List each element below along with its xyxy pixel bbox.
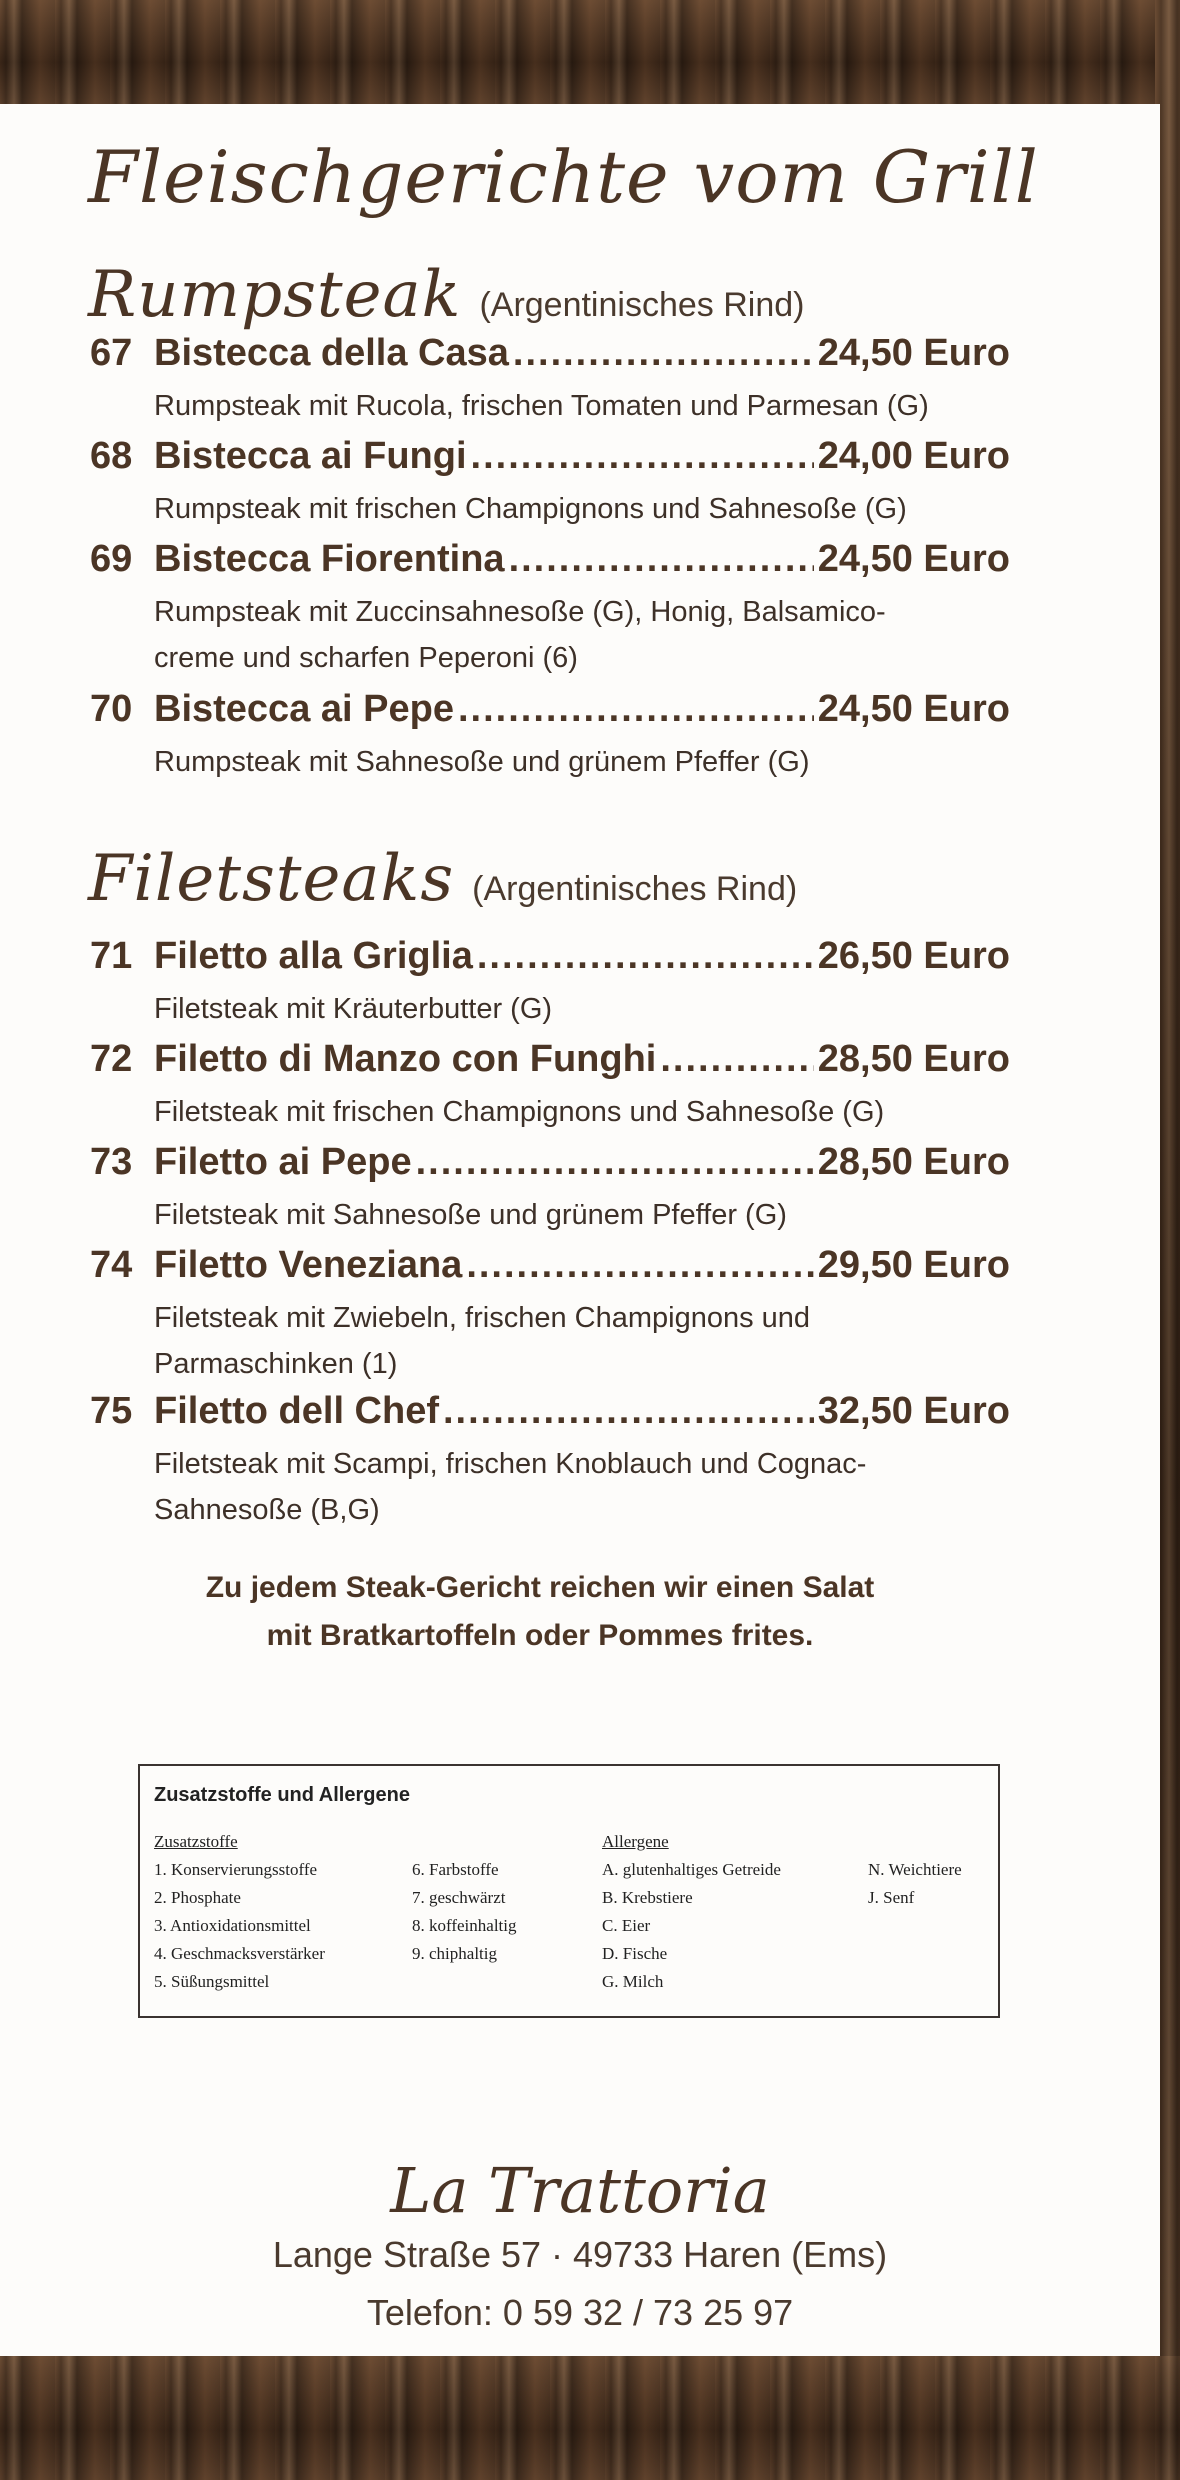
menu-item xyxy=(90,1244,1010,1387)
additive-item: 1. Konservierungsstoffe xyxy=(154,1860,318,1879)
item-description: Filetsteak mit Kräuterbutter (G) xyxy=(154,993,553,1025)
menu-item xyxy=(90,688,1010,785)
section-subtitle: (Argentinisches Rind) xyxy=(472,870,798,908)
item-number: 72 xyxy=(90,1038,133,1080)
allergen-item: A. glutenhaltiges Getreide xyxy=(602,1860,781,1879)
additive-item: 9. chiphaltig xyxy=(412,1944,497,1963)
item-number: 74 xyxy=(90,1244,133,1286)
allergen-item: J. Senf xyxy=(868,1888,915,1907)
item-description: Rumpsteak mit Sahnesoße und grünem Pfeffer (G) xyxy=(154,746,810,778)
additive-item: 3. Antioxidationsmittel xyxy=(154,1916,311,1935)
menu-item xyxy=(90,332,1010,429)
item-number: 68 xyxy=(90,435,133,477)
leader-dots xyxy=(513,332,814,375)
item-name: Bistecca ai Fungi xyxy=(154,435,467,477)
item-price: 28,50 Euro xyxy=(817,1038,1010,1080)
item-name: Filetto Veneziana xyxy=(154,1244,463,1286)
section-subtitle: (Argentinisches Rind) xyxy=(479,286,805,324)
item-name: Filetto dell Chef xyxy=(154,1390,439,1432)
wood-border-top xyxy=(0,0,1180,104)
item-price: 29,50 Euro xyxy=(817,1244,1010,1286)
side-dish-note xyxy=(140,1564,940,1660)
menu-item xyxy=(90,538,1010,681)
section-title-rumpsteak xyxy=(88,258,804,332)
allergen-item: B. Krebstiere xyxy=(602,1888,693,1907)
restaurant-address: Lange Straße 57 · 49733 Haren (Ems) xyxy=(272,2234,888,2275)
item-price: 24,50 Euro xyxy=(817,688,1010,730)
allergen-box xyxy=(138,1764,1000,2018)
additive-item: 4. Geschmacksverstärker xyxy=(154,1944,325,1963)
item-price: 32,50 Euro xyxy=(817,1390,1010,1432)
allergen-item: D. Fische xyxy=(602,1944,668,1963)
item-description: Rumpsteak mit Rucola, frischen Tomaten und Parmesan (G) xyxy=(154,390,929,422)
leader-dots xyxy=(416,1141,814,1184)
item-price: 24,00 Euro xyxy=(817,435,1010,477)
additive-item: 5. Süßungsmittel xyxy=(154,1972,270,1991)
additives-column-2 xyxy=(412,1856,517,1968)
section-name: Rumpsteak xyxy=(88,258,462,332)
leader-dots xyxy=(443,1390,814,1433)
item-price: 24,50 Euro xyxy=(817,332,1010,374)
allergen-item: G. Milch xyxy=(602,1972,664,1991)
item-number: 71 xyxy=(90,935,133,977)
leader-dots xyxy=(471,435,814,478)
menu-item xyxy=(90,1038,1010,1135)
page-title: Fleischgerichte vom Grill xyxy=(88,135,1039,219)
additive-item: 7. geschwärzt xyxy=(412,1888,506,1907)
allergen-box-title: Zusatzstoffe und Allergene xyxy=(154,1784,410,1806)
allergens-heading: Allergene xyxy=(602,1832,669,1851)
item-name: Filetto di Manzo con Funghi xyxy=(154,1038,657,1080)
menu-item xyxy=(90,435,1010,532)
item-description: Rumpsteak mit Zuccinsahnesoße (G), Honig, Balsamico-creme und scharfen Peperoni (6) xyxy=(154,596,886,674)
item-price: 24,50 Euro xyxy=(817,538,1010,580)
menu-item xyxy=(90,1141,1010,1238)
section-title-filetsteaks xyxy=(88,842,797,916)
leader-dots xyxy=(477,935,814,978)
note-line: mit Bratkartoffeln oder Pommes frites. xyxy=(266,1619,814,1652)
item-description: Rumpsteak mit frischen Champignons und Sahnesoße (G) xyxy=(154,493,907,525)
note-line: Zu jedem Steak-Gericht reichen wir einen Salat xyxy=(205,1571,875,1604)
additive-item: 8. koffeinhaltig xyxy=(412,1916,517,1935)
item-name: Bistecca Fiorentina xyxy=(154,538,505,580)
leader-dots xyxy=(466,1244,813,1287)
allergen-item: N. Weichtiere xyxy=(868,1860,962,1879)
item-name: Filetto ai Pepe xyxy=(154,1141,412,1183)
restaurant-phone: Telefon: 0 59 32 / 73 25 97 xyxy=(366,2292,794,2333)
item-number: 69 xyxy=(90,538,133,580)
leader-dots xyxy=(458,688,814,731)
item-description: Filetsteak mit frischen Champignons und Sahnesoße (G) xyxy=(154,1096,885,1128)
wood-border-bottom xyxy=(0,2356,1180,2480)
restaurant-logo: La Trattoria xyxy=(390,2154,770,2227)
item-description: Filetsteak mit Scampi, frischen Knoblauch und Cognac-Sahnesoße (B,G) xyxy=(154,1448,867,1526)
allergens-column-2 xyxy=(868,1856,962,1912)
additive-item: 2. Phosphate xyxy=(154,1888,241,1907)
item-number: 70 xyxy=(90,688,133,730)
leader-dots xyxy=(660,1038,813,1081)
item-number: 75 xyxy=(90,1390,133,1432)
item-description: Filetsteak mit Zwiebeln, frischen Champignons und Parmaschinken (1) xyxy=(154,1302,811,1380)
additives-heading: Zusatzstoffe xyxy=(154,1832,238,1851)
menu-item xyxy=(90,1390,1010,1533)
item-price: 26,50 Euro xyxy=(817,935,1010,977)
additive-item: 6. Farbstoffe xyxy=(412,1860,499,1879)
item-price: 28,50 Euro xyxy=(817,1141,1010,1183)
leader-dots xyxy=(509,538,814,581)
additives-column-1 xyxy=(154,1828,325,1996)
allergen-item: C. Eier xyxy=(602,1916,651,1935)
item-name: Bistecca della Casa xyxy=(154,332,509,374)
menu-item xyxy=(90,935,1010,1032)
item-name: Bistecca ai Pepe xyxy=(154,688,454,730)
item-name: Filetto alla Griglia xyxy=(154,935,473,977)
allergens-column-1 xyxy=(602,1828,781,1996)
section-name: Filetsteaks xyxy=(88,842,455,916)
item-description: Filetsteak mit Sahnesoße und grünem Pfeffer (G) xyxy=(154,1199,787,1231)
item-number: 67 xyxy=(90,332,133,374)
item-number: 73 xyxy=(90,1141,133,1183)
